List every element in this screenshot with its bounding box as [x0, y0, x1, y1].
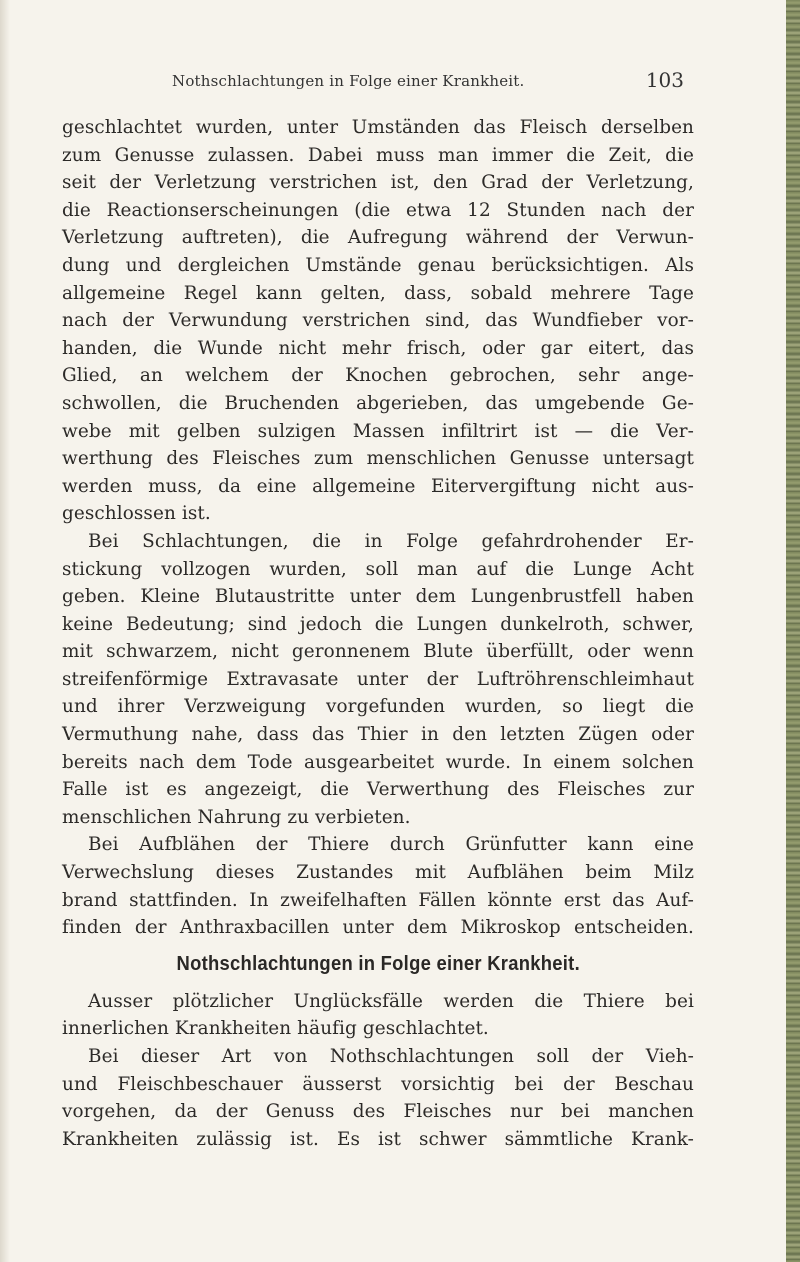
text-line: Falle ist es angezeigt, die Verwerthung des Fleisches zur	[62, 779, 694, 801]
text-line: Verletzung auftreten), die Aufregung während der Verwun-	[62, 227, 694, 249]
text-line: allgemeine Regel kann gelten, dass, sobald mehrere Tage	[62, 282, 694, 304]
paragraph	[62, 114, 694, 528]
section-heading: Nothschlachtungen in Folge einer Krankheit.	[176, 953, 580, 976]
text-line: Verwechslung dieses Zustandes mit Aufblähen beim Milz	[62, 862, 694, 884]
page-gutter-shadow	[0, 0, 10, 1262]
paragraph	[62, 1043, 694, 1153]
text-line: keine Bedeutung; sind jedoch die Lungen dunkelroth, schwer,	[62, 613, 694, 635]
text-line: handen, die Wunde nicht mehr frisch, oder gar eitert, das	[62, 337, 694, 359]
text-line: und ihrer Verzweigung vorgefunden wurden, so liegt die	[62, 696, 694, 718]
text-line: webe mit gelben sulzigen Massen infiltrirt ist — die Ver-	[62, 420, 694, 442]
page-number: 103	[645, 68, 684, 92]
text-line: dung und dergleichen Umstände genau berücksichtigen. Als	[62, 254, 694, 276]
text-line: bereits nach dem Tode ausgearbeitet wurde. In einem solchen	[62, 751, 694, 773]
text-line: werden muss, da eine allgemeine Eitervergiftung nicht aus-	[62, 475, 694, 497]
text-line: mit schwarzem, nicht geronnenem Blute überfüllt, oder wenn	[62, 641, 694, 663]
paragraph	[62, 528, 694, 832]
text-line: zum Genusse zulassen. Dabei muss man immer die Zeit, die	[62, 144, 694, 166]
text-line: werthung des Fleisches zum menschlichen Genusse untersagt	[62, 448, 694, 470]
text-line: geschlossen ist.	[62, 503, 211, 525]
text-line: schwollen, die Bruchenden abgerieben, das umgebende Ge-	[62, 392, 694, 414]
body-text	[62, 114, 694, 1153]
text-line: innerlichen Krankheiten häufig geschlachtet.	[62, 1018, 489, 1040]
paragraph	[62, 988, 694, 1043]
text-line: streifenförmige Extravasate unter der Luftröhrenschleimhaut	[62, 668, 694, 690]
text-line: geben. Kleine Blutaustritte unter dem Lungenbrustfell haben	[62, 586, 694, 608]
text-line: die Reactionserscheinungen (die etwa 12 Stunden nach der	[62, 199, 694, 221]
text-line: geschlachtet wurden, unter Umständen das Fleisch derselben	[62, 117, 694, 138]
text-line: Bei dieser Art von Nothschlachtungen soll der Vieh-	[88, 1046, 694, 1067]
text-line: finden der Anthraxbacillen unter dem Mikroskop entscheiden.	[62, 917, 694, 939]
text-line: und Fleischbeschauer äusserst vorsichtig bei der Beschau	[62, 1073, 694, 1095]
text-line: Bei Aufblähen der Thiere durch Grünfutter kann eine	[88, 834, 694, 856]
text-line: Bei Schlachtungen, die in Folge gefahrdrohender Er-	[88, 530, 694, 552]
text-line: Vermuthung nahe, dass das Thier in den letzten Zügen oder	[62, 724, 694, 746]
text-line: vorgehen, da der Genuss des Fleisches nur bei manchen	[62, 1101, 694, 1123]
paragraph	[62, 831, 694, 941]
text-line: menschlichen Nahrung zu verbieten.	[62, 806, 411, 828]
text-line: Ausser plötzlicher Unglücksfälle werden die Thiere bei	[88, 990, 694, 1012]
text-line: brand stattfinden. In zweifelhaften Fällen könnte erst das Auf-	[62, 889, 694, 911]
text-line: stickung vollzogen wurden, soll man auf die Lunge Acht	[62, 558, 694, 580]
section-heading-wrap	[62, 942, 694, 988]
running-title: Nothschlachtungen in Folge einer Krankheit.	[172, 72, 525, 90]
book-binding-edge	[786, 0, 800, 1262]
running-header	[60, 68, 700, 98]
text-line: Glied, an welchem der Knochen gebrochen, sehr ange-	[62, 365, 694, 387]
text-line: Krankheiten zulässig ist. Es ist schwer sämmtliche Krank-	[62, 1128, 694, 1150]
text-line: seit der Verletzung verstrichen ist, den Grad der Verletzung,	[62, 172, 694, 194]
text-line: nach der Verwundung verstrichen sind, das Wundfieber vor-	[62, 310, 694, 332]
